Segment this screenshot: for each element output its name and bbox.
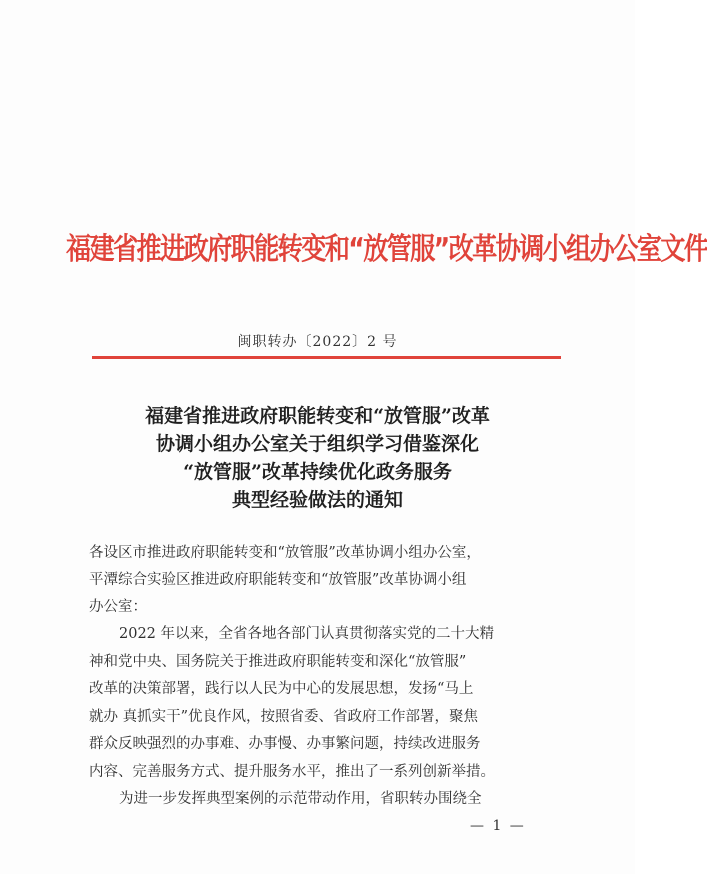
page-number: — 1 — xyxy=(470,818,526,834)
body-line: 2022 年以来，全省各地各部门认真贯彻落实党的二十大精 xyxy=(119,626,495,642)
recipients-line: 各设区市推进政府职能转变和“放管服”改革协调小组办公室， xyxy=(89,545,481,561)
document-number: 闽职转办〔2022〕2 号 xyxy=(237,334,398,350)
document-header-title: 福建省推进政府职能转变和“放管服”改革协调小组办公室文件 xyxy=(66,232,707,267)
notice-title-line: 典型经验做法的通知 xyxy=(231,489,403,511)
recipients-line: 办公室： xyxy=(89,599,147,615)
recipients-line: 平潭综合实验区推进政府职能转变和“放管服”改革协调小组 xyxy=(89,572,467,588)
notice-title-line: 福建省推进政府职能转变和“放管服”改革 xyxy=(145,405,490,427)
red-divider-line xyxy=(92,356,561,359)
body-line: 神和党中央、国务院关于推进政府职能转变和深化“放管服” xyxy=(89,653,467,670)
body-text xyxy=(89,621,559,814)
body-line: 改革的决策部署，践行以人民为中心的发展思想，发扬“马上 xyxy=(89,681,474,697)
body-line: 就办 真抓实干”优良作风，按照省委、省政府工作部署，聚焦 xyxy=(89,708,479,725)
notice-title xyxy=(60,402,575,514)
notice-title-line: 协调小组办公室关于组织学习借鉴深化 xyxy=(155,433,479,455)
notice-title-line: “放管服”改革持续优化政务服务 xyxy=(183,461,452,483)
body-line: 为进一步发挥典型案例的示范带动作用，省职转办围绕全 xyxy=(119,791,482,807)
body-line: 内容、完善服务方式、提升服务水平，推出了一系列创新举措。 xyxy=(89,763,495,780)
recipients-block xyxy=(89,540,559,621)
body-line: 群众反映强烈的办事难、办事慢、办事繁问题，持续改进服务 xyxy=(89,736,481,752)
